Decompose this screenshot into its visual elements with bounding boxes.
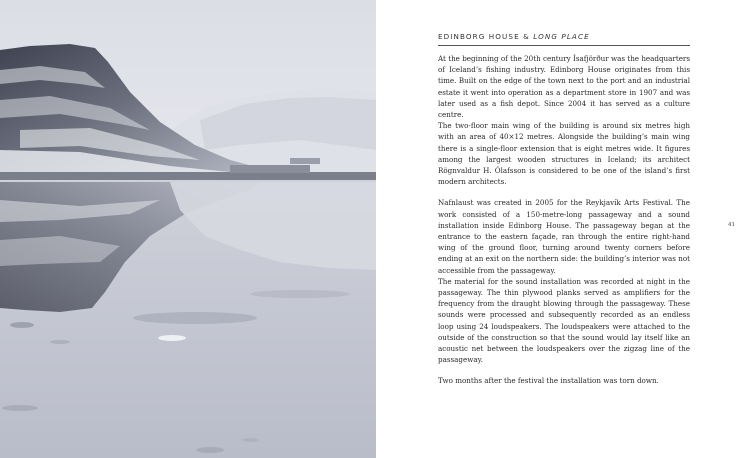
running-head-rule	[438, 45, 690, 46]
running-head-subtitle: LONG PLACE	[533, 32, 590, 41]
text-page	[376, 0, 750, 458]
page-number: 41	[728, 222, 735, 228]
paragraph: Two months after the festival the installation was torn down.	[438, 376, 659, 386]
paragraph: At the beginning of the 20th century Ísafjörður was the headquarters of Iceland’s fishing industry. Edinborg House originates from this time. Built on the edge of the town next to the port and an industrial estate it went into operation as a department store in 1907 and was later used as a fish depot. Since 2004 it has served as a culture centre.	[438, 54, 690, 120]
paragraph: The material for the sound installation was recorded at night in the passageway. The thin plywood planks served as amplifiers for the frequency from the draught blowing through the passageway. These sounds were processed and subsequently recorded as an endless loop using 24 loudspeakers. The loudspeakers were attached to the outside of the construction so that the sound would lay itself like an acoustic net between the loudspeakers over the zigzag line of the passageway.	[438, 276, 690, 365]
body-text	[438, 53, 690, 387]
running-head	[438, 32, 590, 41]
running-head-ampersand: &	[523, 32, 530, 41]
running-head-title: EDINBORG HOUSE	[438, 32, 520, 41]
paragraph: Nafnlaust was created in 2005 for the Reykjavík Arts Festival. The work consisted of a 150-metre-long passageway and a sound installation inside Edinborg House. The passageway began at the entrance to the eastern façade, ran through the entire right-hand wing of the ground floor, turning around twenty corners before ending at an exit on the northern side: the building’s interior was not accessible from the passageway.	[438, 198, 690, 275]
paragraph: The two-floor main wing of the building is around six metres high with an area of 40×12 metres. Alongside the building’s main wing there is a single-floor extension that is eight metres wide. It figures among the largest wooden structures in Iceland; its architect Rögnvaldur H. Ólafsson is considered to be one of the island’s first modern architects.	[438, 121, 690, 187]
